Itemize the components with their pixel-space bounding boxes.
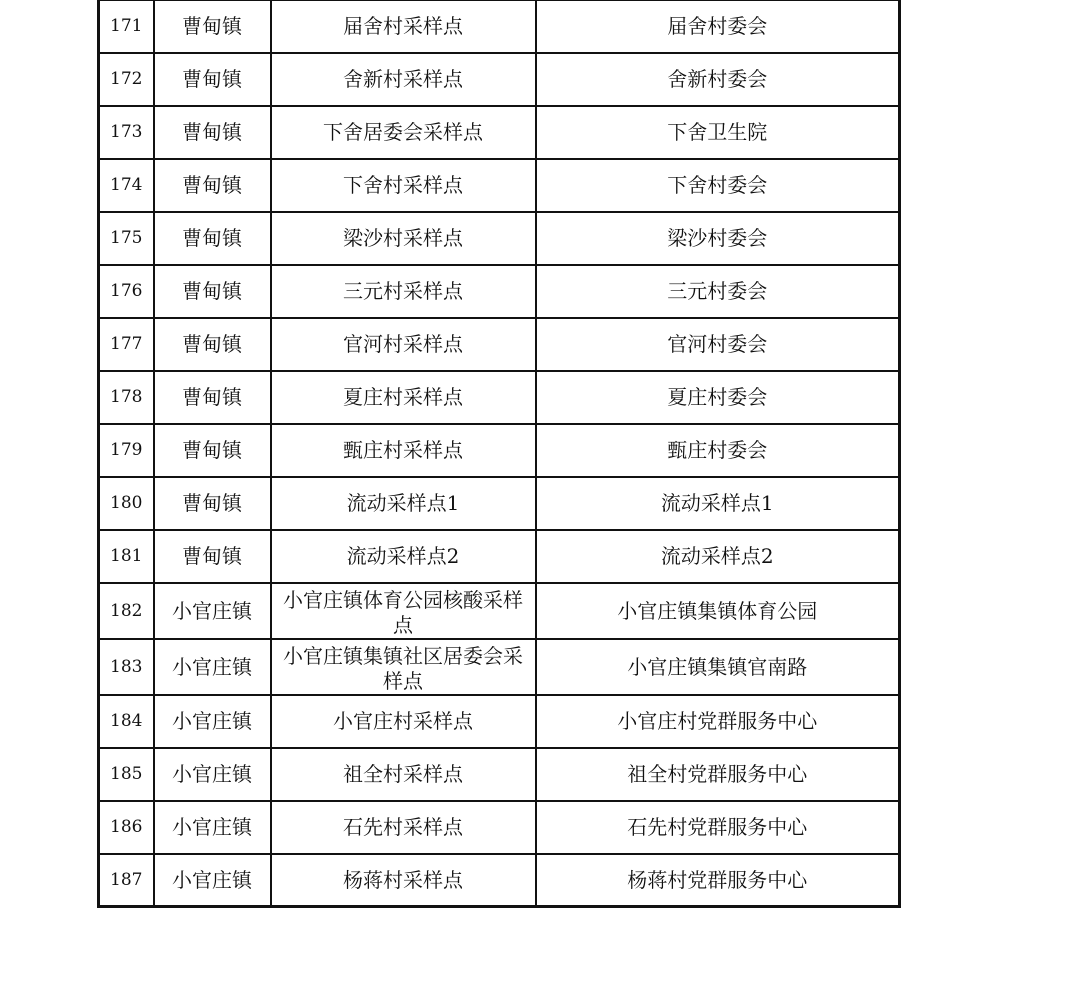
table-row <box>99 0 900 53</box>
table-row <box>99 477 900 530</box>
row-number-cell: 181 <box>99 530 154 583</box>
row-number-cell: 175 <box>99 212 154 265</box>
row-number-cell: 174 <box>99 159 154 212</box>
sampling-site-cell: 甄庄村采样点 <box>271 424 536 477</box>
table-row <box>99 695 900 748</box>
sampling-site-cell: 小官庄村采样点 <box>271 695 536 748</box>
location-cell: 流动采样点2 <box>536 530 900 583</box>
table-row <box>99 212 900 265</box>
town-cell: 曹甸镇 <box>154 530 271 583</box>
row-number-cell: 171 <box>99 0 154 53</box>
sampling-site-table <box>97 0 901 908</box>
town-cell: 小官庄镇 <box>154 748 271 801</box>
town-cell: 曹甸镇 <box>154 212 271 265</box>
row-number-cell: 172 <box>99 53 154 106</box>
town-cell: 曹甸镇 <box>154 424 271 477</box>
table-row <box>99 265 900 318</box>
sampling-site-cell: 流动采样点1 <box>271 477 536 530</box>
sampling-site-cell: 下舍村采样点 <box>271 159 536 212</box>
row-number-cell: 182 <box>99 583 154 639</box>
town-cell: 曹甸镇 <box>154 0 271 53</box>
table-row <box>99 371 900 424</box>
row-number-cell: 186 <box>99 801 154 854</box>
town-cell: 曹甸镇 <box>154 159 271 212</box>
table-row <box>99 318 900 371</box>
sampling-site-cell: 届舍村采样点 <box>271 0 536 53</box>
row-number-cell: 187 <box>99 854 154 907</box>
row-number-cell: 173 <box>99 106 154 159</box>
table-row <box>99 424 900 477</box>
town-cell: 小官庄镇 <box>154 801 271 854</box>
table-row <box>99 639 900 695</box>
location-cell: 流动采样点1 <box>536 477 900 530</box>
sampling-site-cell: 杨蒋村采样点 <box>271 854 536 907</box>
table-row <box>99 53 900 106</box>
row-number-cell: 179 <box>99 424 154 477</box>
row-number-cell: 178 <box>99 371 154 424</box>
town-cell: 曹甸镇 <box>154 477 271 530</box>
table-row <box>99 583 900 639</box>
sampling-site-cell: 梁沙村采样点 <box>271 212 536 265</box>
town-cell: 小官庄镇 <box>154 695 271 748</box>
town-cell: 小官庄镇 <box>154 854 271 907</box>
table-body <box>99 0 900 907</box>
row-number-cell: 184 <box>99 695 154 748</box>
table-row <box>99 801 900 854</box>
table-row <box>99 748 900 801</box>
sampling-site-cell: 下舍居委会采样点 <box>271 106 536 159</box>
sampling-site-cell: 舍新村采样点 <box>271 53 536 106</box>
sampling-site-cell: 祖全村采样点 <box>271 748 536 801</box>
location-cell: 杨蒋村党群服务中心 <box>536 854 900 907</box>
town-cell: 小官庄镇 <box>154 583 271 639</box>
row-number-cell: 177 <box>99 318 154 371</box>
table-row <box>99 159 900 212</box>
sampling-site-cell: 小官庄镇体育公园核酸采样点 <box>271 583 536 639</box>
town-cell: 曹甸镇 <box>154 318 271 371</box>
location-cell: 祖全村党群服务中心 <box>536 748 900 801</box>
location-cell: 梁沙村委会 <box>536 212 900 265</box>
location-cell: 官河村委会 <box>536 318 900 371</box>
table-row <box>99 530 900 583</box>
location-cell: 甄庄村委会 <box>536 424 900 477</box>
row-number-cell: 183 <box>99 639 154 695</box>
table-row <box>99 106 900 159</box>
location-cell: 石先村党群服务中心 <box>536 801 900 854</box>
sampling-site-cell: 石先村采样点 <box>271 801 536 854</box>
sampling-site-cell: 官河村采样点 <box>271 318 536 371</box>
sampling-site-cell: 三元村采样点 <box>271 265 536 318</box>
location-cell: 下舍卫生院 <box>536 106 900 159</box>
location-cell: 夏庄村委会 <box>536 371 900 424</box>
row-number-cell: 180 <box>99 477 154 530</box>
location-cell: 舍新村委会 <box>536 53 900 106</box>
location-cell: 小官庄镇集镇体育公园 <box>536 583 900 639</box>
location-cell: 小官庄镇集镇官南路 <box>536 639 900 695</box>
sampling-site-cell: 夏庄村采样点 <box>271 371 536 424</box>
row-number-cell: 176 <box>99 265 154 318</box>
town-cell: 曹甸镇 <box>154 371 271 424</box>
location-cell: 下舍村委会 <box>536 159 900 212</box>
row-number-cell: 185 <box>99 748 154 801</box>
location-cell: 届舍村委会 <box>536 0 900 53</box>
town-cell: 曹甸镇 <box>154 265 271 318</box>
location-cell: 小官庄村党群服务中心 <box>536 695 900 748</box>
table-row <box>99 854 900 907</box>
town-cell: 曹甸镇 <box>154 53 271 106</box>
town-cell: 小官庄镇 <box>154 639 271 695</box>
town-cell: 曹甸镇 <box>154 106 271 159</box>
sampling-site-cell: 流动采样点2 <box>271 530 536 583</box>
sampling-site-cell: 小官庄镇集镇社区居委会采样点 <box>271 639 536 695</box>
location-cell: 三元村委会 <box>536 265 900 318</box>
